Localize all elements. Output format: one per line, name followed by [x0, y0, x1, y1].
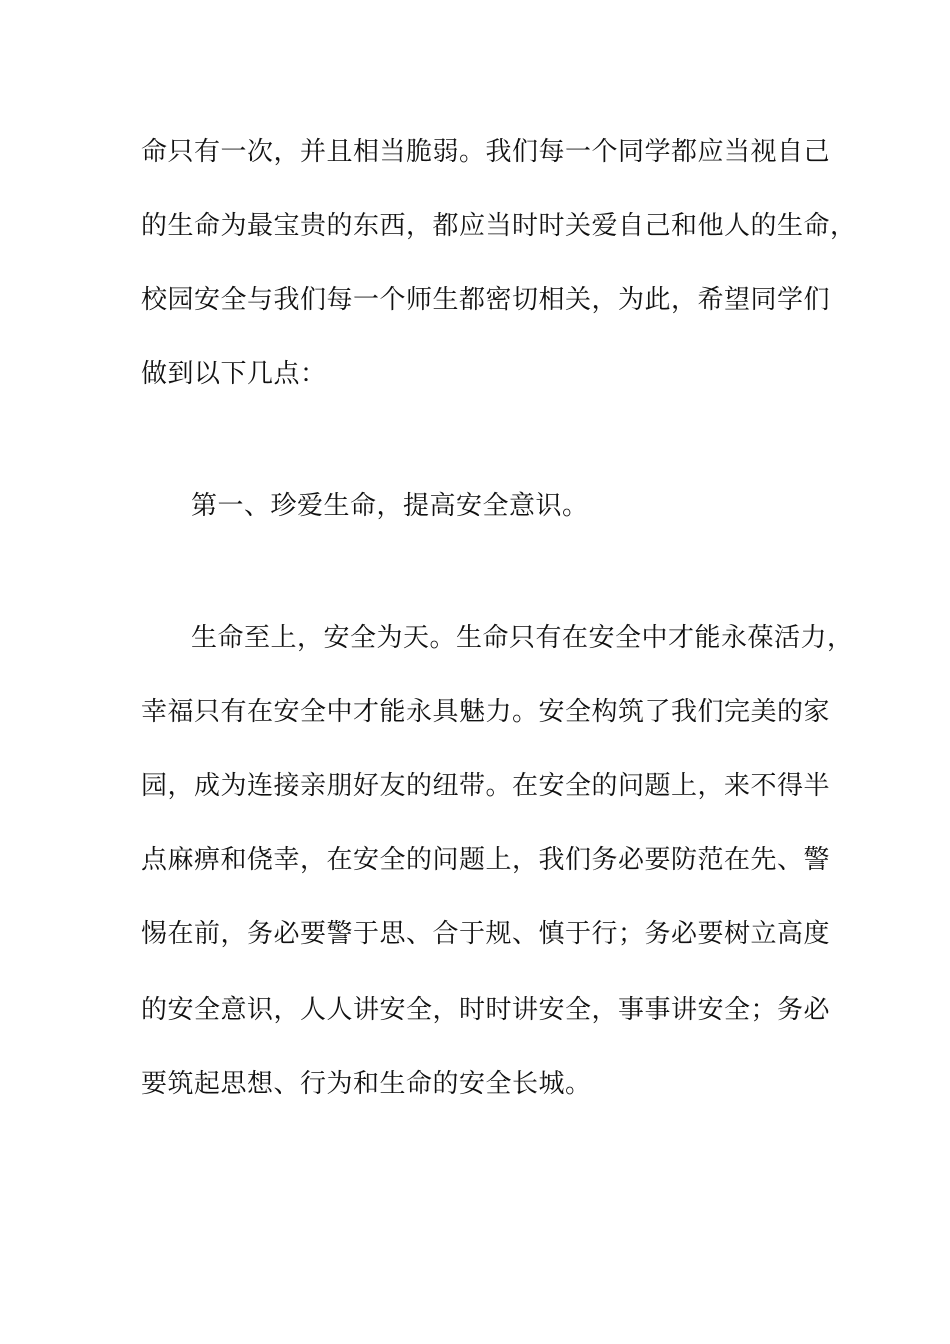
text-line: 要筑起思想、行为和生命的安全长城。: [141, 1069, 592, 1099]
text-line: 命只有一次，并且相当脆弱。我们每一个同学都应当视自己: [141, 137, 831, 167]
text-line: 的生命为最宝贵的东西，都应当时时关爱自己和他人的生命，: [141, 211, 857, 241]
text-line: 幸福只有在安全中才能永具魅力。安全构筑了我们完美的家: [141, 697, 831, 727]
text-line: 校园安全与我们每一个师生都密切相关，为此，希望同学们: [141, 285, 831, 315]
text-line: 园，成为连接亲朋好友的纽带。在安全的问题上，来不得半: [141, 771, 831, 801]
text-line: 的安全意识，人人讲安全，时时讲安全，事事讲安全；务必: [141, 995, 831, 1025]
heading-line: 第一、珍爱生命，提高安全意识。: [191, 491, 589, 521]
text-line: 惕在前，务必要警于思、合于规、慎于行；务必要树立高度: [141, 919, 831, 949]
text-line: 做到以下几点：: [141, 359, 327, 389]
text-line: 生命至上，安全为天。生命只有在安全中才能永葆活力，: [191, 623, 854, 653]
text-line: 点麻痹和侥幸，在安全的问题上，我们务必要防范在先、警: [141, 845, 831, 875]
